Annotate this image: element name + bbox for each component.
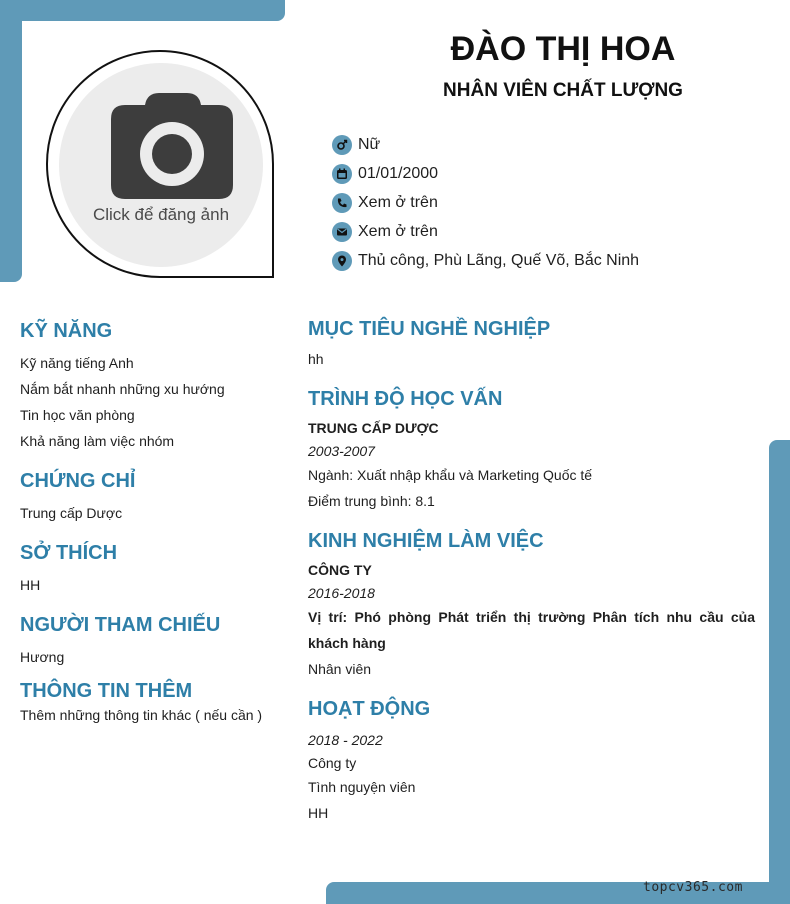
education-school: TRUNG CẤP DƯỢC <box>308 420 439 436</box>
phone-icon <box>332 193 352 213</box>
decor-left-bar <box>0 0 22 282</box>
left-column <box>20 318 285 726</box>
contact-address-value: Thủ công, Phù Lãng, Quế Võ, Bắc Ninh <box>358 251 640 269</box>
hobby-item: HH <box>20 577 41 593</box>
section-title: CHỨNG CHỈ <box>20 470 136 492</box>
contact-gender-value: Nữ <box>358 135 381 153</box>
section-title: THÔNG TIN THÊM <box>20 680 193 702</box>
watermark: topcv365.com <box>643 880 743 895</box>
job-title: NHÂN VIÊN CHẤT LƯỢNG <box>443 80 683 101</box>
decor-right-bar <box>769 440 790 904</box>
section-certificates <box>20 468 285 526</box>
section-hobbies <box>20 540 285 598</box>
experience-role: Nhân viên <box>308 661 372 677</box>
section-title: HOẠT ĐỘNG <box>308 698 431 720</box>
experience-company: CÔNG TY <box>308 562 372 578</box>
contact-gender <box>332 130 639 159</box>
contact-phone <box>332 188 639 217</box>
section-title: MỤC TIÊU NGHỀ NGHIỆP <box>308 318 551 340</box>
section-title: KINH NGHIỆM LÀM VIỆC <box>308 530 544 552</box>
section-more-info <box>20 678 285 726</box>
right-column <box>308 316 755 826</box>
education-major: Ngành: Xuất nhập khẩu và Marketing Quốc tế <box>308 467 593 483</box>
skill-item: Nắm bắt nhanh những xu hướng <box>20 381 225 397</box>
experience-period: 2016-2018 <box>308 585 375 601</box>
candidate-name: ĐÀO THỊ HOA <box>450 30 676 68</box>
location-icon <box>332 251 352 271</box>
decor-top-bar <box>0 0 285 21</box>
section-objective <box>308 316 755 372</box>
section-title: NGƯỜI THAM CHIẾU <box>20 614 221 636</box>
avatar-upload-label: Click để đăng ảnh <box>92 205 230 224</box>
gender-icon <box>332 135 352 155</box>
email-icon <box>332 222 352 242</box>
experience-position: Vị trí: Phó phòng Phát triển thị trường Phân tích nhu cầu của khách hàng <box>308 609 755 651</box>
contact-address <box>332 246 639 275</box>
avatar-upload[interactable] <box>59 63 263 267</box>
contact-list <box>332 130 639 275</box>
activity-period: 2018 - 2022 <box>308 732 383 748</box>
reference-item: Hương <box>20 649 65 665</box>
activity-description: HH <box>308 805 329 821</box>
section-references <box>20 612 285 670</box>
contact-email <box>332 217 639 246</box>
section-title: SỞ THÍCH <box>20 542 118 564</box>
contact-email-value[interactable]: Xem ở trên <box>358 222 438 240</box>
avatar-frame[interactable] <box>46 50 274 278</box>
contact-birthday <box>332 159 639 188</box>
contact-birthday-value: 01/01/2000 <box>358 164 439 182</box>
contact-phone-value[interactable]: Xem ở trên <box>358 193 438 211</box>
activity-organization: Công ty <box>308 755 357 771</box>
section-experience <box>308 528 755 682</box>
section-activities <box>308 696 755 826</box>
skill-item: Khả năng làm việc nhóm <box>20 433 175 449</box>
skill-item: Tin học văn phòng <box>20 407 135 423</box>
section-title: KỸ NĂNG <box>20 320 113 342</box>
calendar-icon <box>332 164 352 184</box>
education-period: 2003-2007 <box>308 443 375 459</box>
section-skills <box>20 318 285 454</box>
certificate-item: Trung cấp Dược <box>20 505 123 521</box>
education-gpa: Điểm trung bình: 8.1 <box>308 493 435 509</box>
section-title: TRÌNH ĐỘ HỌC VẤN <box>308 388 503 410</box>
camera-icon <box>111 93 233 199</box>
skill-item: Kỹ năng tiếng Anh <box>20 355 134 371</box>
objective-text: hh <box>308 351 324 367</box>
more-info-item: Thêm những thông tin khác ( nếu cần ) <box>20 707 263 723</box>
section-education <box>308 386 755 514</box>
activity-role: Tình nguyện viên <box>308 779 416 795</box>
